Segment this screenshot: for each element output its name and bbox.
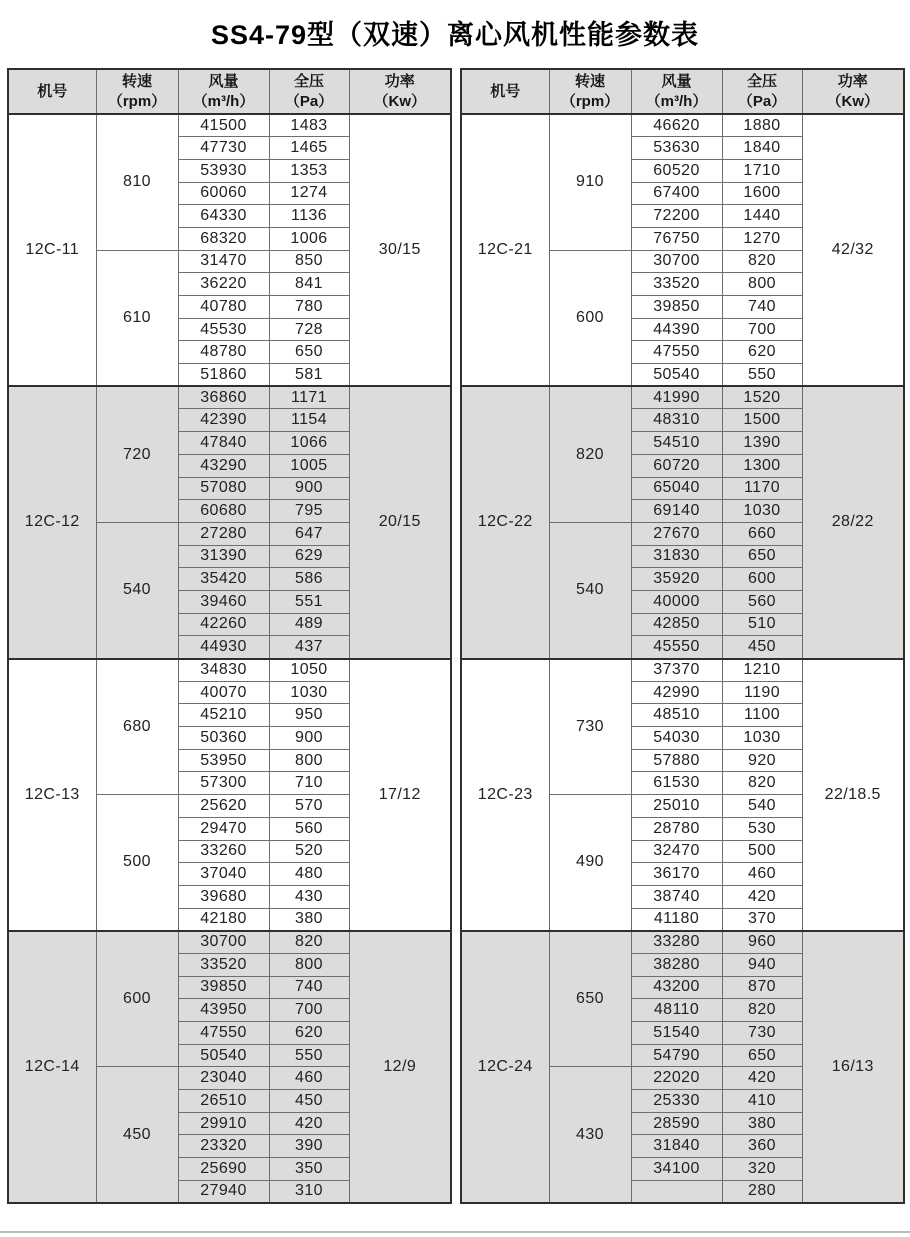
flow-cell: 67400: [631, 182, 722, 205]
pressure-cell: 1171: [269, 386, 349, 409]
pressure-cell: 660: [722, 522, 802, 545]
pressure-cell: 1483: [269, 114, 349, 137]
rpm-cell: 910: [549, 114, 631, 250]
pressure-cell: 581: [269, 364, 349, 387]
pressure-cell: 489: [269, 613, 349, 636]
model-cell: 12C-13: [8, 659, 96, 931]
flow-cell: 48110: [631, 999, 722, 1022]
header-label: 功率: [837, 73, 868, 90]
pressure-cell: 500: [722, 840, 802, 863]
pressure-cell: 420: [269, 1112, 349, 1135]
flow-cell: 38740: [631, 885, 722, 908]
rpm-cell: 730: [549, 659, 631, 795]
header-label: 机号: [490, 82, 521, 100]
column-header-flow: [178, 69, 269, 114]
pressure-cell: 820: [722, 772, 802, 795]
flow-cell: 48780: [178, 341, 269, 364]
flow-cell: 60680: [178, 500, 269, 523]
rpm-cell: 680: [96, 659, 178, 795]
flow-cell: 57300: [178, 772, 269, 795]
pressure-cell: 700: [722, 318, 802, 341]
data-row: [461, 659, 904, 682]
flow-cell: 23040: [178, 1067, 269, 1090]
flow-cell: 60720: [631, 454, 722, 477]
power-cell: 17/12: [349, 659, 451, 931]
rpm-cell: 540: [96, 522, 178, 658]
pressure-cell: 450: [722, 636, 802, 659]
flow-cell: 33280: [631, 931, 722, 954]
flow-cell: 44930: [178, 636, 269, 659]
rpm-cell: 490: [549, 795, 631, 931]
pressure-cell: 1274: [269, 182, 349, 205]
flow-cell: 47550: [178, 1022, 269, 1045]
column-header-pressure: [269, 69, 349, 114]
header-label: 转速: [574, 73, 605, 90]
flow-cell: 53950: [178, 749, 269, 772]
flow-cell: 69140: [631, 500, 722, 523]
pressure-cell: 1030: [722, 727, 802, 750]
flow-cell: 44390: [631, 318, 722, 341]
flow-cell: 72200: [631, 205, 722, 228]
flow-cell: 43290: [178, 454, 269, 477]
header-unit: （Pa）: [284, 92, 334, 110]
pressure-cell: 1500: [722, 409, 802, 432]
pressure-cell: 1710: [722, 159, 802, 182]
flow-cell: 39680: [178, 885, 269, 908]
column-header-speed: [96, 69, 178, 114]
pressure-cell: 841: [269, 273, 349, 296]
flow-cell: 50360: [178, 727, 269, 750]
flow-cell: 31830: [631, 545, 722, 568]
pressure-cell: 850: [269, 250, 349, 273]
flow-cell: 48510: [631, 704, 722, 727]
rpm-cell: 820: [549, 386, 631, 522]
flow-cell: 39460: [178, 590, 269, 613]
flow-cell: 60060: [178, 182, 269, 205]
pressure-cell: 540: [722, 795, 802, 818]
model-cell: 12C-21: [461, 114, 549, 386]
pressure-cell: 420: [722, 885, 802, 908]
pressure-cell: 1005: [269, 454, 349, 477]
flow-cell: 65040: [631, 477, 722, 500]
data-row: [461, 114, 904, 137]
flow-cell: 33260: [178, 840, 269, 863]
header-unit: （m³/h）: [192, 92, 255, 110]
header-label: 风量: [661, 73, 692, 90]
flow-cell: 40070: [178, 681, 269, 704]
flow-cell: 41500: [178, 114, 269, 137]
data-row: [461, 931, 904, 954]
pressure-cell: 1440: [722, 205, 802, 228]
flow-cell: 43950: [178, 999, 269, 1022]
pressure-cell: 1880: [722, 114, 802, 137]
flow-cell: 41180: [631, 908, 722, 931]
pressure-cell: 820: [269, 931, 349, 954]
pressure-cell: 1390: [722, 432, 802, 455]
left-performance-table: [7, 68, 452, 1204]
pressure-cell: 570: [269, 795, 349, 818]
power-cell: 12/9: [349, 931, 451, 1203]
pressure-cell: 550: [722, 364, 802, 387]
rpm-cell: 650: [549, 931, 631, 1067]
power-cell: 16/13: [802, 931, 904, 1203]
flow-cell: 30700: [178, 931, 269, 954]
pressure-cell: 620: [269, 1022, 349, 1045]
flow-cell: 35920: [631, 568, 722, 591]
pressure-cell: 1190: [722, 681, 802, 704]
flow-cell: 37370: [631, 659, 722, 682]
header-label: 机号: [37, 82, 68, 100]
flow-cell: 25620: [178, 795, 269, 818]
flow-cell: 64330: [178, 205, 269, 228]
flow-cell: 39850: [178, 976, 269, 999]
pressure-cell: 450: [269, 1090, 349, 1113]
pressure-cell: 629: [269, 545, 349, 568]
header-unit: （Pa）: [737, 92, 787, 110]
flow-cell: 35420: [178, 568, 269, 591]
pressure-cell: 520: [269, 840, 349, 863]
right-performance-table: [460, 68, 905, 1204]
pressure-cell: 1210: [722, 659, 802, 682]
header-unit: （rpm）: [560, 92, 620, 110]
flow-cell: 25690: [178, 1158, 269, 1181]
pressure-cell: 480: [269, 863, 349, 886]
flow-cell: 42260: [178, 613, 269, 636]
flow-cell: 54790: [631, 1044, 722, 1067]
header-row: [461, 69, 904, 114]
flow-cell: 27670: [631, 522, 722, 545]
pressure-cell: 560: [269, 817, 349, 840]
flow-cell: 28780: [631, 817, 722, 840]
pressure-cell: 350: [269, 1158, 349, 1181]
pressure-cell: 560: [722, 590, 802, 613]
flow-cell: 27940: [178, 1180, 269, 1203]
pressure-cell: 780: [269, 296, 349, 319]
model-cell: 12C-12: [8, 386, 96, 658]
flow-cell: 25010: [631, 795, 722, 818]
pressure-cell: 650: [722, 545, 802, 568]
rpm-cell: 450: [96, 1067, 178, 1203]
pressure-cell: 1100: [722, 704, 802, 727]
data-row: [8, 386, 451, 409]
power-cell: 20/15: [349, 386, 451, 658]
pressure-cell: 960: [722, 931, 802, 954]
pressure-cell: 1520: [722, 386, 802, 409]
pressure-cell: 390: [269, 1135, 349, 1158]
flow-cell: 42390: [178, 409, 269, 432]
pressure-cell: 1030: [722, 500, 802, 523]
flow-cell: 50540: [178, 1044, 269, 1067]
flow-cell: 42180: [178, 908, 269, 931]
pressure-cell: 1270: [722, 227, 802, 250]
pressure-cell: 1066: [269, 432, 349, 455]
flow-cell: 32470: [631, 840, 722, 863]
column-header-power: [349, 69, 451, 114]
flow-cell: 46620: [631, 114, 722, 137]
power-cell: 30/15: [349, 114, 451, 386]
pressure-cell: 728: [269, 318, 349, 341]
flow-cell: 34830: [178, 659, 269, 682]
pressure-cell: 1353: [269, 159, 349, 182]
pressure-cell: 360: [722, 1135, 802, 1158]
flow-cell: 42990: [631, 681, 722, 704]
pressure-cell: 380: [269, 908, 349, 931]
pressure-cell: 460: [269, 1067, 349, 1090]
power-cell: 28/22: [802, 386, 904, 658]
flow-cell: 39850: [631, 296, 722, 319]
pressure-cell: 730: [722, 1022, 802, 1045]
flow-cell: 61530: [631, 772, 722, 795]
pressure-cell: 710: [269, 772, 349, 795]
pressure-cell: 437: [269, 636, 349, 659]
flow-cell: 28590: [631, 1112, 722, 1135]
flow-cell: 47550: [631, 341, 722, 364]
pressure-cell: 740: [722, 296, 802, 319]
pressure-cell: 1600: [722, 182, 802, 205]
pressure-cell: 650: [269, 341, 349, 364]
pressure-cell: 320: [722, 1158, 802, 1181]
pressure-cell: 380: [722, 1112, 802, 1135]
header-unit: （rpm）: [107, 92, 167, 110]
pressure-cell: 551: [269, 590, 349, 613]
header-label: 功率: [384, 73, 415, 90]
pressure-cell: 1465: [269, 137, 349, 160]
pressure-cell: 940: [722, 953, 802, 976]
header-unit: （Kw）: [826, 92, 879, 110]
model-cell: 12C-11: [8, 114, 96, 386]
pressure-cell: 550: [269, 1044, 349, 1067]
flow-cell: [631, 1180, 722, 1203]
pressure-cell: 1170: [722, 477, 802, 500]
power-cell: 42/32: [802, 114, 904, 386]
flow-cell: 41990: [631, 386, 722, 409]
rpm-cell: 600: [96, 931, 178, 1067]
flow-cell: 54030: [631, 727, 722, 750]
pressure-cell: 280: [722, 1180, 802, 1203]
flow-cell: 36860: [178, 386, 269, 409]
flow-cell: 51540: [631, 1022, 722, 1045]
data-row: [461, 386, 904, 409]
pressure-cell: 800: [269, 953, 349, 976]
header-unit: （m³/h）: [645, 92, 708, 110]
flow-cell: 33520: [178, 953, 269, 976]
flow-cell: 25330: [631, 1090, 722, 1113]
flow-cell: 45550: [631, 636, 722, 659]
flow-cell: 36220: [178, 273, 269, 296]
flow-cell: 34100: [631, 1158, 722, 1181]
rpm-cell: 720: [96, 386, 178, 522]
header-unit: （Kw）: [373, 92, 426, 110]
rpm-cell: 500: [96, 795, 178, 931]
model-cell: 12C-22: [461, 386, 549, 658]
pressure-cell: 647: [269, 522, 349, 545]
header-label: 全压: [746, 73, 777, 90]
flow-cell: 29910: [178, 1112, 269, 1135]
flow-cell: 54510: [631, 432, 722, 455]
pressure-cell: 510: [722, 613, 802, 636]
pressure-cell: 800: [269, 749, 349, 772]
pressure-cell: 900: [269, 477, 349, 500]
column-header-machine: [8, 69, 96, 114]
power-cell: 22/18.5: [802, 659, 904, 931]
pressure-cell: 870: [722, 976, 802, 999]
pressure-cell: 600: [722, 568, 802, 591]
column-header-machine: [461, 69, 549, 114]
flow-cell: 53630: [631, 137, 722, 160]
flow-cell: 45210: [178, 704, 269, 727]
model-cell: 12C-24: [461, 931, 549, 1203]
rpm-cell: 540: [549, 522, 631, 658]
pressure-cell: 820: [722, 999, 802, 1022]
pressure-cell: 460: [722, 863, 802, 886]
flow-cell: 60520: [631, 159, 722, 182]
flow-cell: 31840: [631, 1135, 722, 1158]
flow-cell: 57080: [178, 477, 269, 500]
pressure-cell: 410: [722, 1090, 802, 1113]
flow-cell: 47840: [178, 432, 269, 455]
column-header-power: [802, 69, 904, 114]
rpm-cell: 810: [96, 114, 178, 250]
column-header-pressure: [722, 69, 802, 114]
pressure-cell: 310: [269, 1180, 349, 1203]
header-label: 转速: [121, 73, 152, 90]
pressure-cell: 620: [722, 341, 802, 364]
pressure-cell: 740: [269, 976, 349, 999]
flow-cell: 22020: [631, 1067, 722, 1090]
pressure-cell: 795: [269, 500, 349, 523]
flow-cell: 31390: [178, 545, 269, 568]
pressure-cell: 370: [722, 908, 802, 931]
pressure-cell: 586: [269, 568, 349, 591]
flow-cell: 27280: [178, 522, 269, 545]
column-header-flow: [631, 69, 722, 114]
header-label: 全压: [293, 73, 324, 90]
pressure-cell: 530: [722, 817, 802, 840]
pressure-cell: 820: [722, 250, 802, 273]
flow-cell: 57880: [631, 749, 722, 772]
flow-cell: 29470: [178, 817, 269, 840]
pressure-cell: 1006: [269, 227, 349, 250]
pressure-cell: 800: [722, 273, 802, 296]
model-cell: 12C-23: [461, 659, 549, 931]
flow-cell: 50540: [631, 364, 722, 387]
data-row: [8, 659, 451, 682]
pressure-cell: 920: [722, 749, 802, 772]
flow-cell: 30700: [631, 250, 722, 273]
pressure-cell: 1154: [269, 409, 349, 432]
flow-cell: 45530: [178, 318, 269, 341]
flow-cell: 36170: [631, 863, 722, 886]
pressure-cell: 1840: [722, 137, 802, 160]
flow-cell: 47730: [178, 137, 269, 160]
page-title: SS4-79型（双速）离心风机性能参数表: [210, 20, 700, 50]
rpm-cell: 600: [549, 250, 631, 386]
pressure-cell: 950: [269, 704, 349, 727]
flow-cell: 23320: [178, 1135, 269, 1158]
pressure-cell: 900: [269, 727, 349, 750]
rpm-cell: 430: [549, 1067, 631, 1203]
flow-cell: 31470: [178, 250, 269, 273]
flow-cell: 51860: [178, 364, 269, 387]
pressure-cell: 420: [722, 1067, 802, 1090]
flow-cell: 68320: [178, 227, 269, 250]
header-row: [8, 69, 451, 114]
flow-cell: 40780: [178, 296, 269, 319]
pressure-cell: 1136: [269, 205, 349, 228]
flow-cell: 43200: [631, 976, 722, 999]
flow-cell: 76750: [631, 227, 722, 250]
flow-cell: 37040: [178, 863, 269, 886]
pressure-cell: 1050: [269, 659, 349, 682]
flow-cell: 33520: [631, 273, 722, 296]
rpm-cell: 610: [96, 250, 178, 386]
flow-cell: 53930: [178, 159, 269, 182]
flow-cell: 38280: [631, 953, 722, 976]
pressure-cell: 650: [722, 1044, 802, 1067]
data-row: [8, 114, 451, 137]
pressure-cell: 1030: [269, 681, 349, 704]
bottom-rule: [0, 1231, 910, 1233]
flow-cell: 40000: [631, 590, 722, 613]
pressure-cell: 1300: [722, 454, 802, 477]
header-label: 风量: [208, 73, 239, 90]
flow-cell: 48310: [631, 409, 722, 432]
flow-cell: 26510: [178, 1090, 269, 1113]
column-header-speed: [549, 69, 631, 114]
pressure-cell: 700: [269, 999, 349, 1022]
pressure-cell: 430: [269, 885, 349, 908]
model-cell: 12C-14: [8, 931, 96, 1203]
flow-cell: 42850: [631, 613, 722, 636]
data-row: [8, 931, 451, 954]
